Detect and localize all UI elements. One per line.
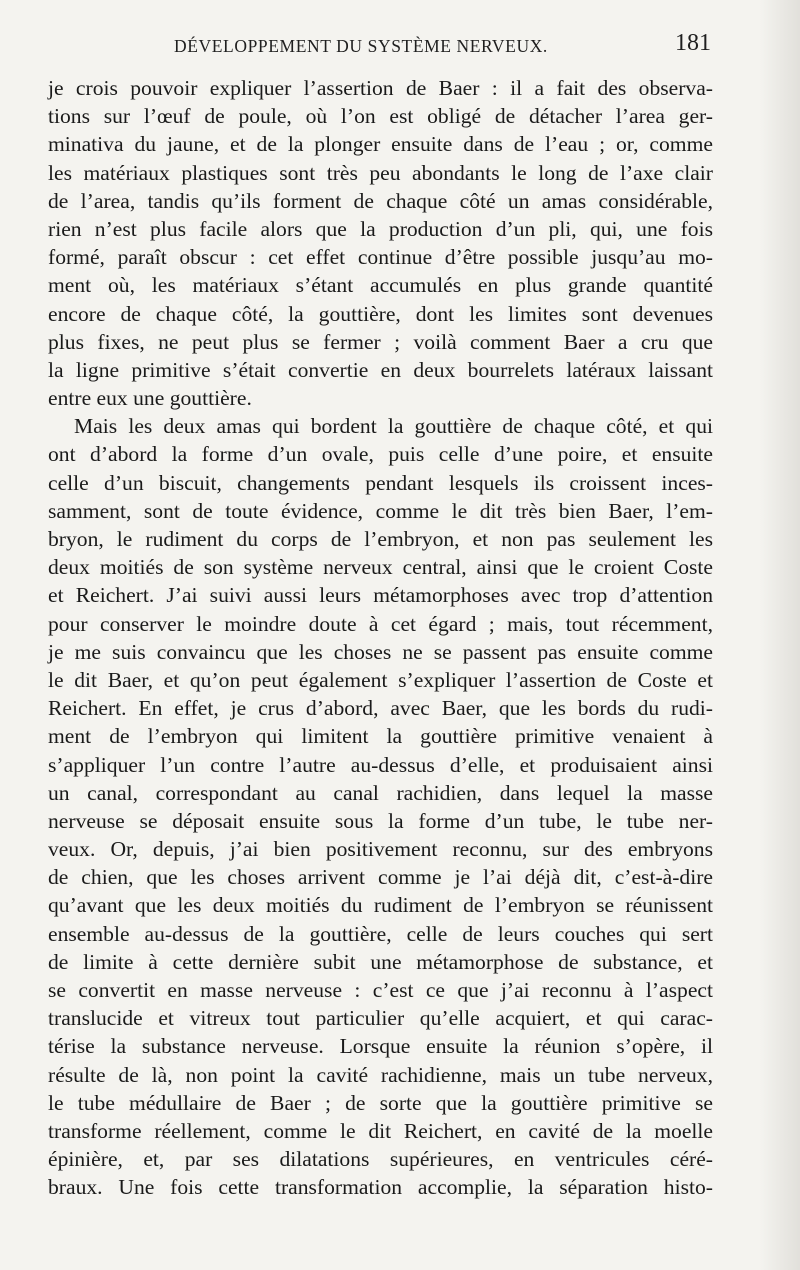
text-line: la ligne primitive s’était convertie en deux bourrelets latéraux laissant (48, 357, 713, 382)
text-line: transforme réellement, comme le dit Reichert, en cavité de la moelle (48, 1118, 713, 1143)
text-line: le dit Baer, et qu’on peut également s’expliquer l’assertion de Coste et (48, 667, 713, 692)
text-line: se convertit en masse nerveuse : c’est ce que j’ai reconnu à l’aspect (48, 978, 713, 1002)
text-line: je me suis convaincu que les choses ne se passent pas ensuite comme (48, 639, 713, 664)
text-line: formé, paraît obscur : cet effet continue d’être possible jusqu’au mo- (48, 245, 713, 270)
text-line: ment où, les matériaux s’étant accumulés en plus grande quantité (48, 273, 713, 298)
text-line: s’appliquer l’un contre l’autre au-dessus d’elle, et produisaient ainsi (48, 752, 713, 777)
text-line: celle d’un biscuit, changements pendant lesquels ils croissent inces- (48, 470, 713, 495)
page-edge-shadow (760, 0, 800, 1270)
paragraph-1 (48, 74, 713, 412)
text-line: ont d’abord la forme d’un ovale, puis celle d’une poire, et ensuite (48, 442, 713, 467)
text-line: un canal, correspondant au canal rachidien, dans lequel la masse (48, 780, 713, 805)
text-line: de chien, que les choses arrivent comme je l’ai déjà dit, c’est-à-dire (48, 865, 713, 890)
text-line: rien n’est plus facile alors que la production d’un pli, qui, une fois (48, 216, 713, 241)
text-line: de l’area, tandis qu’ils forment de chaque côté un amas considérable, (48, 188, 713, 213)
text-line: et Reichert. J’ai suivi aussi leurs métamorphoses avec trop d’attention (48, 583, 713, 608)
text-line: nerveuse se déposait ensuite sous la forme d’un tube, le tube ner- (48, 808, 713, 833)
text-line: térise la substance nerveuse. Lorsque ensuite la réunion s’opère, il (48, 1034, 713, 1059)
page-header (48, 30, 713, 64)
text-line: je crois pouvoir expliquer l’assertion de Baer : il a fait des observa- (48, 76, 713, 100)
text-line: ensemble au-dessus de la gouttière, celle de leurs couches qui sert (48, 921, 713, 946)
text-line: de limite à cette dernière subit une métamorphose de substance, et (48, 949, 713, 974)
text-line: qu’avant que les deux moitiés du rudiment de l’embryon se réunissent (48, 893, 713, 918)
text-line: les matériaux plastiques sont très peu abondants le long de l’axe clair (48, 160, 713, 185)
text-line: veux. Or, depuis, j’ai bien positivement reconnu, sur des embryons (48, 837, 713, 862)
running-head: DÉVELOPPEMENT DU SYSTÈME NERVEUX. (174, 36, 548, 56)
text-line: résulte de là, non point la cavité rachidienne, mais un tube nerveux, (48, 1062, 713, 1087)
text-line: braux. Une fois cette transformation accomplie, la séparation histo- (48, 1175, 713, 1200)
body-text (48, 74, 713, 1202)
paragraph-2 (48, 412, 713, 1201)
text-line: tions sur l’œuf de poule, où l’on est obligé de détacher l’area ger- (48, 104, 713, 129)
text-line: minativa du jaune, et de la plonger ensuite dans de l’eau ; or, comme (48, 132, 713, 157)
text-line: Mais les deux amas qui bordent la gouttière de chaque côté, et qui (74, 414, 713, 439)
text-line: translucide et vitreux tout particulier qu’elle acquiert, et qui carac- (48, 1006, 713, 1031)
page-number: 181 (675, 30, 711, 56)
text-line: ment de l’embryon qui limitent la gouttière primitive venaient à (48, 724, 713, 749)
text-line: encore de chaque côté, la gouttière, dont les limites sont devenues (48, 301, 713, 326)
text-line: épinière, et, par ses dilatations supérieures, en ventricules céré- (48, 1147, 713, 1172)
text-line: Reichert. En effet, je crus d’abord, avec Baer, que les bords du rudi- (48, 696, 713, 721)
text-line: plus fixes, ne peut plus se fermer ; voilà comment Baer a cru que (48, 329, 713, 354)
text-line: entre eux une gouttière. (48, 386, 252, 411)
text-line: pour conserver le moindre doute à cet égard ; mais, tout récemment, (48, 611, 713, 636)
text-line: le tube médullaire de Baer ; de sorte que la gouttière primitive se (48, 1090, 713, 1115)
text-line: deux moitiés de son système nerveux central, ainsi que le croient Coste (48, 555, 713, 580)
text-line: samment, sont de toute évidence, comme le dit très bien Baer, l’em- (48, 498, 713, 523)
text-line: bryon, le rudiment du corps de l’embryon, et non pas seulement les (48, 527, 713, 551)
